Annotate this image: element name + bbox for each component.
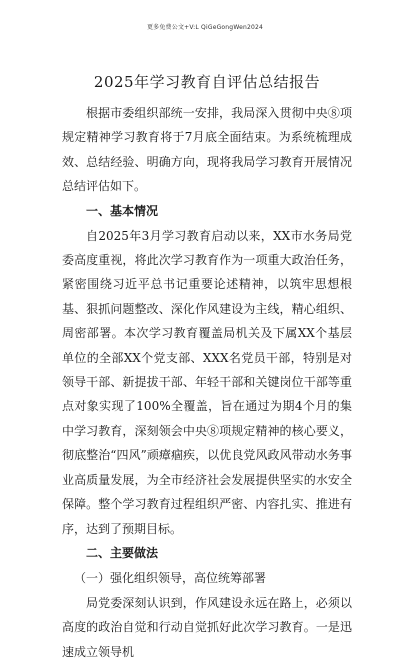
measures-paragraph: 局党委深刻认识到，作风建设永远在路上，必须以高度的政治自觉和行动自觉抓好此次学习教育。一是迅速成立领导机 <box>62 595 352 659</box>
document-body <box>62 72 352 664</box>
header-note: 更多免费公文+V:L QiGeGongWen2024 <box>146 24 264 31</box>
subsection-heading-leadership: （一）强化组织领导，高位统筹部署 <box>74 570 267 585</box>
document-title: 2025年学习教育自评估总结报告 <box>93 73 321 91</box>
section-heading-basic: 一、基本情况 <box>86 203 159 218</box>
intro-paragraph: 根据市委组织部统一安排，我局深入贯彻中央⑧项规定精神学习教育将于7月底全面结束。为系统梳理成效、总结经验、明确方向，现将我局学习教育开展情况总结评估如下。 <box>62 106 352 194</box>
basic-situation-paragraph: 自2025年3月学习教育启动以来，XX市水务局党委高度重视，将此次学习教育作为一项重大政治任务，紧密围绕习近平总书记重要论述精神，以筑牢思想根基、狠抓问题整改、深化作风建设为主线，精心组织、周密部署。本次学习教育覆盖局机关及下属XX个基层单位的全部XX个党支部、XXX名党员干部，特别是对领导干部、新提拔干部、年轻干部和关键岗位干部等重点对象实现了100%全覆盖，旨在通过为期4个月的集中学习教育，深刻领会中央⑧项规定精神的核心要义，彻底整治“四风”顽瘴痼疾，以优良党风政风带动水务事业高质量发展，为全市经济社会发展提供坚实的水安全保障。整个学习教育过程组织严密、内容扎实、推进有序，达到了预期目标。 <box>62 228 352 536</box>
section-heading-measures: 二、主要做法 <box>86 545 159 560</box>
